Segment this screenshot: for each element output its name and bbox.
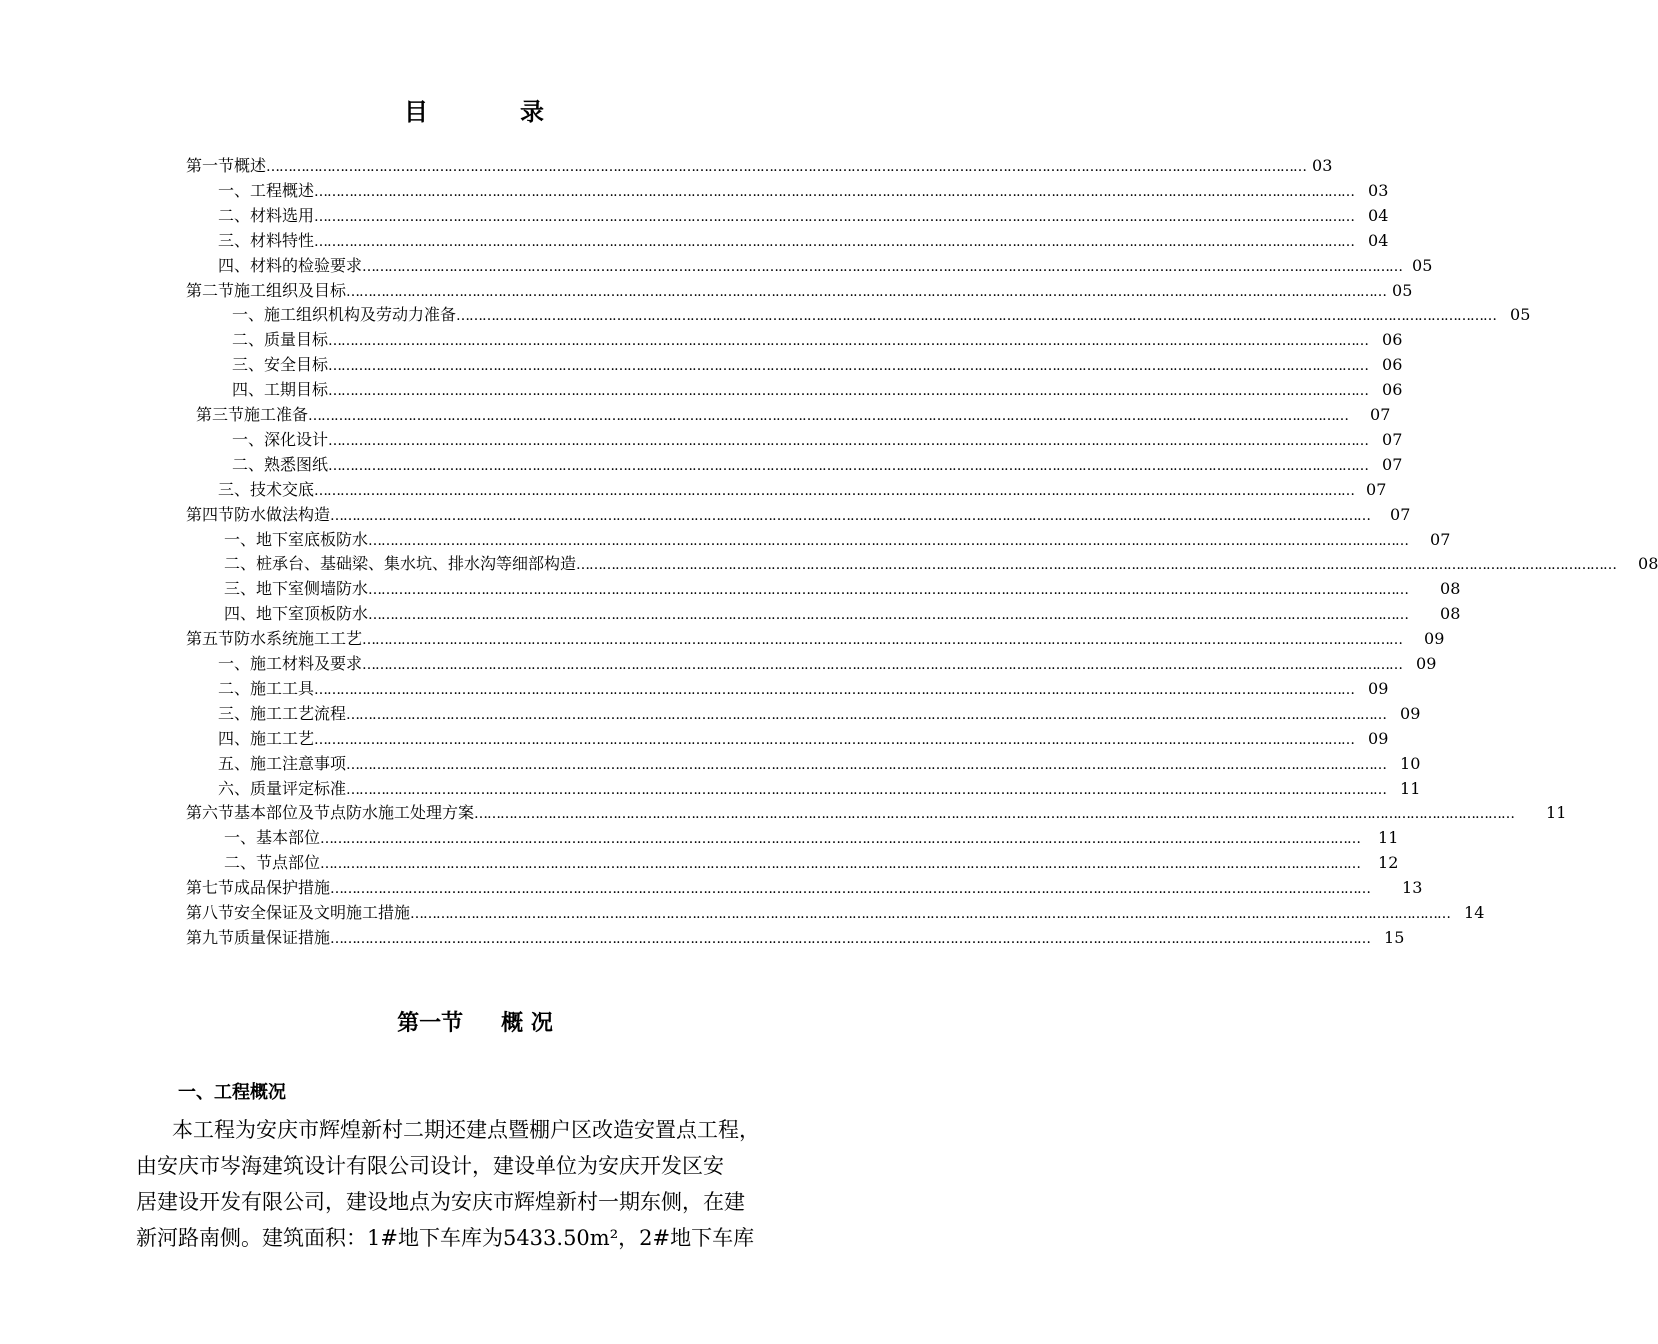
section-title xyxy=(0,1006,950,1037)
toc-entry-page: 08 xyxy=(1440,604,1461,624)
subsection-heading: 一、工程概况 xyxy=(178,1082,286,1103)
toc-entry xyxy=(232,302,1531,327)
toc-entry-page: 05 xyxy=(1392,280,1413,300)
toc-entry-page: 09 xyxy=(1416,654,1437,673)
section-number: 第一节 xyxy=(397,1011,464,1036)
toc-entry-number: 二、 xyxy=(218,205,251,225)
toc-entry xyxy=(224,850,1399,875)
toc-leader-dots: …………………………………………………………………………………………………………………………………………………………………………………………………………………… xyxy=(314,731,1355,748)
toc-entry-number: 第五节 xyxy=(186,629,235,649)
toc-entry-number: 五、 xyxy=(218,753,251,773)
toc-entry xyxy=(224,576,1461,601)
toc-entry-number: 一、 xyxy=(232,429,265,449)
toc-leader-dots: …………………………………………………………………………………………………………………………………………………………………………………………………………………… xyxy=(346,756,1387,773)
toc-entry-page: 07 xyxy=(1430,529,1451,549)
toc-leader-dots: …………………………………………………………………………………………………………………………………………………………………………………………………………………… xyxy=(362,632,1403,649)
toc-entry-label: 施工准备 xyxy=(244,405,309,424)
toc-entry-page: 09 xyxy=(1424,629,1445,649)
toc-entry-number: 第八节 xyxy=(186,903,235,922)
toc-entry-page: 06 xyxy=(1382,330,1403,350)
toc-entry-page: 07 xyxy=(1382,454,1403,474)
toc-entry-label: 工程概述 xyxy=(250,180,315,200)
toc-leader-dots: …………………………………………………………………………………………………………………………………………………………………………………………………………………… xyxy=(314,183,1355,200)
toc-entry xyxy=(218,751,1421,776)
toc-entry-label: 质量评定标准 xyxy=(250,778,347,798)
toc-entry-number: 三、 xyxy=(218,479,251,499)
toc-entry-label: 防水做法构造 xyxy=(234,504,331,524)
toc-entry-label: 地下室顶板防水 xyxy=(256,604,369,624)
toc-entry xyxy=(186,626,1445,651)
toc-entry-number: 二、 xyxy=(224,554,257,574)
toc-leader-dots: …………………………………………………………………………………………………………………………………………………………………………………………………………………… xyxy=(314,482,1355,499)
toc-entry xyxy=(186,800,1567,825)
toc-entry-page: 15 xyxy=(1384,927,1405,947)
toc-leader-dots: …………………………………………………………………………………………………………………………………………………………………………………………………………………… xyxy=(368,582,1409,599)
toc-entry-label: 概述 xyxy=(234,156,267,175)
toc-entry-label: 施工组织及目标 xyxy=(234,280,347,300)
toc-leader-dots: …………………………………………………………………………………………………………………………………………………………………………………………………………………… xyxy=(328,457,1369,474)
toc-entry-label: 基本部位 xyxy=(256,828,321,848)
toc-entry xyxy=(218,178,1389,203)
toc-entry-label: 质量保证措施 xyxy=(234,927,331,947)
toc-leader-dots: …………………………………………………………………………………………………………………………………………………………………………………………………………………… xyxy=(576,557,1617,574)
toc-entry-number: 一、 xyxy=(224,828,257,848)
toc-entry xyxy=(186,875,1423,900)
toc-entry-page: 10 xyxy=(1400,753,1421,773)
toc-leader-dots: …………………………………………………………………………………………………………………………………………………………………………………………………………………… xyxy=(320,831,1361,848)
toc-entry-page: 11 xyxy=(1378,828,1399,848)
toc-entry-label: 防水系统施工工艺 xyxy=(234,629,363,649)
toc-entry xyxy=(186,278,1413,303)
toc-leader-dots: …………………………………………………………………………………………………………………………………………………………………………………………………………………… xyxy=(266,159,1307,175)
toc-entry-page: 06 xyxy=(1382,380,1403,400)
toc-leader-dots: …………………………………………………………………………………………………………………………………………………………………………………………………………………… xyxy=(314,681,1355,698)
toc-entry xyxy=(232,427,1403,452)
toc-entry-number: 二、 xyxy=(232,454,265,474)
body-paragraph xyxy=(136,1112,826,1256)
toc-entry xyxy=(196,402,1391,427)
toc-leader-dots: …………………………………………………………………………………………………………………………………………………………………………………………………………………… xyxy=(330,507,1371,524)
toc-title xyxy=(0,92,950,127)
toc-entry-page: 08 xyxy=(1638,554,1658,574)
toc-entry-page: 03 xyxy=(1368,180,1389,200)
toc-entry-label: 安全目标 xyxy=(264,355,329,375)
toc-entry-number: 四、 xyxy=(218,255,251,275)
toc-title-char-1: 目 xyxy=(404,98,430,126)
toc-entry xyxy=(218,776,1421,801)
toc-entry-page: 11 xyxy=(1400,778,1421,798)
toc-entry-page: 03 xyxy=(1312,156,1333,175)
toc-entry-page: 07 xyxy=(1370,405,1391,424)
toc-leader-dots: …………………………………………………………………………………………………………………………………………………………………………………………………………………… xyxy=(308,408,1349,424)
toc-leader-dots: …………………………………………………………………………………………………………………………………………………………………………………………………………………… xyxy=(362,657,1403,673)
toc-leader-dots: …………………………………………………………………………………………………………………………………………………………………………………………………………………… xyxy=(330,881,1371,898)
paragraph-line: 新河路南侧。建筑面积：1#地下车库为5433.50m²，2#地下车库 xyxy=(136,1226,755,1250)
toc-entry-number: 三、 xyxy=(232,355,265,375)
toc-entry-label: 安全保证及文明施工措施 xyxy=(234,903,411,922)
toc-entry xyxy=(186,502,1411,527)
toc-entry-number: 二、 xyxy=(218,678,251,698)
paragraph-line: 由安庆市岑海建筑设计有限公司设计，建设单位为安庆开发区安 xyxy=(136,1154,724,1178)
toc-entry-page: 07 xyxy=(1390,504,1411,524)
toc-entry-page: 14 xyxy=(1464,903,1485,922)
toc-entry-label: 地下室侧墙防水 xyxy=(256,579,369,599)
toc-entry xyxy=(232,327,1403,352)
toc-entry-label: 施工工艺 xyxy=(250,728,315,748)
toc-entry xyxy=(218,651,1437,676)
toc-entry-page: 12 xyxy=(1378,853,1399,873)
toc-entry-page: 09 xyxy=(1400,703,1421,723)
toc-entry-number: 四、 xyxy=(232,380,265,400)
toc-entry-page: 11 xyxy=(1546,803,1567,823)
toc-leader-dots: …………………………………………………………………………………………………………………………………………………………………………………………………………………… xyxy=(314,208,1355,225)
toc-entry-number: 第二节 xyxy=(186,280,235,300)
toc-leader-dots: …………………………………………………………………………………………………………………………………………………………………………………………………………………… xyxy=(328,333,1369,350)
toc-entry xyxy=(186,900,1485,925)
toc-entry-page: 05 xyxy=(1412,255,1433,275)
toc-entry-number: 一、 xyxy=(232,305,265,325)
toc-leader-dots: …………………………………………………………………………………………………………………………………………………………………………………………………………………… xyxy=(362,258,1403,275)
toc-entry-label: 基本部位及节点防水施工处理方案 xyxy=(234,803,475,823)
toc-entry-number: 四、 xyxy=(218,728,251,748)
toc-entry-number: 第七节 xyxy=(186,878,235,898)
toc-entry-page: 07 xyxy=(1382,429,1403,449)
toc-entry-label: 材料的检验要求 xyxy=(250,255,363,275)
toc-leader-dots: …………………………………………………………………………………………………………………………………………………………………………………………………………………… xyxy=(346,283,1387,300)
toc-leader-dots: …………………………………………………………………………………………………………………………………………………………………………………………………………………… xyxy=(368,532,1409,549)
toc-entry-number: 二、 xyxy=(232,330,265,350)
paragraph-line: 本工程为安庆市辉煌新村二期还建点暨棚户区改造安置点工程， xyxy=(172,1118,760,1142)
toc-entry-number: 第四节 xyxy=(186,504,235,524)
toc-entry-label: 地下室底板防水 xyxy=(256,529,369,549)
toc-entry xyxy=(218,701,1421,726)
toc-entry xyxy=(232,452,1403,477)
toc-entry-label: 节点部位 xyxy=(256,853,321,873)
toc-entry-number: 三、 xyxy=(224,579,257,599)
toc-entry xyxy=(232,377,1403,402)
toc-leader-dots: …………………………………………………………………………………………………………………………………………………………………………………………………………………… xyxy=(474,806,1515,823)
toc-entry-number: 第九节 xyxy=(186,927,235,947)
toc-entry-number: 第三节 xyxy=(196,405,245,424)
toc-entry-page: 05 xyxy=(1510,305,1531,325)
toc-entry xyxy=(218,477,1387,502)
toc-entry-number: 三、 xyxy=(218,230,251,250)
toc-entry xyxy=(232,352,1403,377)
toc-entry-label: 施工工艺流程 xyxy=(250,703,347,723)
toc-entry xyxy=(218,203,1389,228)
toc-entry-label: 深化设计 xyxy=(264,429,329,449)
toc-entry-label: 材料特性 xyxy=(250,230,315,250)
toc-leader-dots: …………………………………………………………………………………………………………………………………………………………………………………………………………………… xyxy=(330,930,1371,947)
toc-title-char-2: 录 xyxy=(520,98,546,126)
toc-entry-label: 技术交底 xyxy=(250,479,315,499)
toc-leader-dots: …………………………………………………………………………………………………………………………………………………………………………………………………………………… xyxy=(346,781,1387,798)
toc-leader-dots: …………………………………………………………………………………………………………………………………………………………………………………………………………………… xyxy=(368,607,1409,624)
toc-entry-page: 04 xyxy=(1368,205,1389,225)
toc-entry-number: 二、 xyxy=(224,853,257,873)
toc-entry-number: 第一节 xyxy=(186,156,235,175)
toc-leader-dots: …………………………………………………………………………………………………………………………………………………………………………………………………………………… xyxy=(328,432,1369,449)
toc-entry-number: 一、 xyxy=(218,180,251,200)
toc-leader-dots: …………………………………………………………………………………………………………………………………………………………………………………………………………………… xyxy=(346,706,1387,723)
toc-entry-label: 施工材料及要求 xyxy=(250,654,363,673)
toc-entry-label: 桩承台、基础梁、集水坑、排水沟等细部构造 xyxy=(256,554,577,574)
toc-entry-page: 09 xyxy=(1368,678,1389,698)
toc-entry xyxy=(224,601,1461,626)
toc-entry-label: 质量目标 xyxy=(264,330,329,350)
toc-entry-page: 13 xyxy=(1402,878,1423,898)
toc-entry xyxy=(218,676,1389,701)
toc-entry-page: 04 xyxy=(1368,230,1389,250)
toc-leader-dots: …………………………………………………………………………………………………………………………………………………………………………………………………………………… xyxy=(320,856,1361,873)
toc-entry-number: 一、 xyxy=(224,529,257,549)
section-heading: 概 况 xyxy=(501,1011,553,1036)
toc-entry-label: 材料选用 xyxy=(250,205,315,225)
toc-entry xyxy=(224,551,1658,576)
toc-entry xyxy=(224,527,1451,552)
toc-leader-dots: …………………………………………………………………………………………………………………………………………………………………………………………………………………… xyxy=(456,308,1497,325)
toc-entry xyxy=(218,726,1389,751)
toc-entry xyxy=(218,228,1389,253)
toc-entry-label: 施工组织机构及劳动力准备 xyxy=(264,305,457,325)
toc-leader-dots: …………………………………………………………………………………………………………………………………………………………………………………………………………………… xyxy=(328,383,1369,400)
toc-entry xyxy=(218,253,1433,278)
toc-entry xyxy=(186,925,1405,950)
toc-entry-label: 工期目标 xyxy=(264,380,329,400)
toc-entry xyxy=(186,153,1333,178)
toc-leader-dots: …………………………………………………………………………………………………………………………………………………………………………………………………………………… xyxy=(314,233,1355,250)
toc-entry-page: 09 xyxy=(1368,728,1389,748)
toc-entry-label: 成品保护措施 xyxy=(234,878,331,898)
toc-entry-number: 一、 xyxy=(218,654,251,673)
toc-entry-label: 施工工具 xyxy=(250,678,315,698)
toc-entry-label: 施工注意事项 xyxy=(250,753,347,773)
toc-entry-number: 第六节 xyxy=(186,803,235,823)
toc-entry-number: 六、 xyxy=(218,778,251,798)
toc-entry-page: 06 xyxy=(1382,355,1403,375)
toc-leader-dots: …………………………………………………………………………………………………………………………………………………………………………………………………………………… xyxy=(410,906,1451,922)
toc-entry-number: 四、 xyxy=(224,604,257,624)
toc-entry xyxy=(224,825,1399,850)
toc-leader-dots: …………………………………………………………………………………………………………………………………………………………………………………………………………………… xyxy=(328,358,1369,375)
toc-entry-page: 08 xyxy=(1440,579,1461,599)
toc-entry-number: 三、 xyxy=(218,703,251,723)
toc-entry-label: 熟悉图纸 xyxy=(264,454,329,474)
paragraph-line: 居建设开发有限公司，建设地点为安庆市辉煌新村一期东侧，在建 xyxy=(136,1190,745,1214)
toc-entry-page: 07 xyxy=(1366,479,1387,499)
